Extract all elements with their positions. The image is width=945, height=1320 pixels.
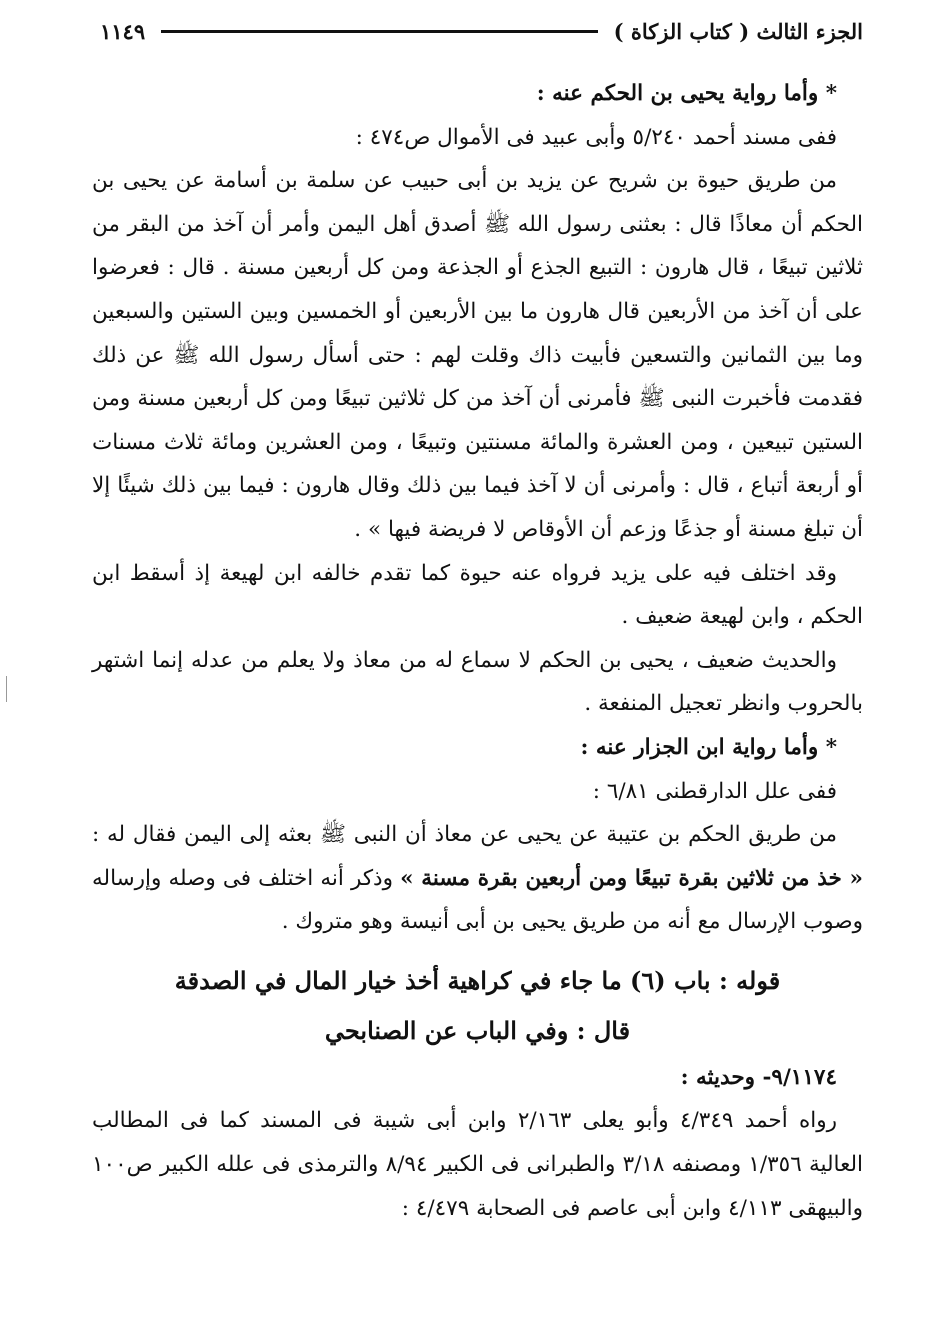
running-title: الجزء الثالث ( كتاب الزكاة ) [613,18,863,44]
chapter-subtitle: قال : وفي الباب عن الصنابحي [324,1015,631,1045]
grading-note: والحديث ضعيف ، يحيى بن الحكم لا سماع له من معاذ ولا يعلم من عدله إنما اشتهر بالحروب وانظر تعجيل المنفعة . [92,647,863,717]
page-number: ١١٤٩ [100,18,146,44]
source-line-daraqutni: ففى علل الدارقطنى ٦/٨١ : [592,778,837,804]
header-rule [161,30,597,33]
section-heading-jazzar: * وأما رواية ابن الجزار عنه : [580,734,837,760]
discrepancy-note: وقد اختلف فيه على يزيد فرواه عنه حيوة كما تقدم خالفه ابن لهيعة إذ أسقط ابن الحكم ، وابن لهيعة ضعيف . [92,560,863,630]
margin-mark [6,676,7,702]
page-header [100,14,863,48]
narration-quote: « خذ من ثلاثين بقرة تبيعًا ومن أربعين بقرة مسنة » [400,865,863,891]
narration-intro: من طريق الحكم بن عتيبة عن يحيى عن معاذ أن النبى ﷺ بعثه إلى اليمن فقال له : [92,822,837,848]
hadith-chain-text: من طريق حيوة بن شريح عن يزيد بن أبى حبيب عن سلمة بن أسامة عن يحيى بن الحكم أن معاذًا قال : بعثنى رسول الله ﷺ أصدق أهل اليمن وأمر أن آخذ من البقر من ثلاثين تبيعًا ، قال هارون : التبيع الجذع أو الجذعة ومن كل أربعين مسنة . قال : فعرضوا على أن آخذ من الأربعين قال هارون ما بين الأربعين أو الخمسين وبين الستين والسبعين وما بين الثمانين والتسعين فأبيت ذاك وقلت لهم : حتى أسأل رسول الله ﷺ عن ذلك فقدمت فأخبرت النبى ﷺ فأمرنى أن آخذ من كل ثلاثين تبيعًا ومن كل أربعين مسنة ومن الستين تبيعين ، ومن العشرة والمائة مسنتين وتبيعًا ، ومن العشرين ومائة ثلاث مسنات أو أربعة أتباع ، قال : وأمرنى أن لا آخذ فيما بين ذلك وقال هارون : فيما بين ذلك شيئًا إلا أن تبلغ مسنة أو جذعًا وزعم أن الأوقاص لا فريضة فيها » . [92,168,863,542]
chapter-title: قوله : باب (٦) ما جاء في كراهية أخذ خيار المال في الصدقة [174,965,781,995]
hadith-references: رواه أحمد ٤/٣٤٩ وأبو يعلى ٢/١٦٣ وابن أبى شيبة فى المسند كما فى المطالب العالية ١/٣٥٦ ومصنفه ٣/١٨ والطبرانى فى الكبير ٨/٩٤ والترمذى فى علله الكبير ص١٠٠ والبيهقى ٤/١١٣ وابن أبى عاصم فى الصحابة ٤/٤٧٩ : [92,1108,863,1221]
narration-remark: وذكر أنه اختلف فى وصله وإرساله وصوب الإرسال مع أنه من طريق يحيى بن أبى أنيسة وهو متروك . [92,865,863,935]
source-line-ahmad: ففى مسند أحمد ٥/٢٤٠ وأبى عبيد فى الأموال ص٤٧٤ : [355,124,837,150]
section-heading-yahya: * وأما رواية يحيى بن الحكم عنه : [536,81,837,106]
jazzar-narration-text [92,813,863,944]
hadith-number: ٩/١١٧٤- وحديثه : [680,1064,837,1090]
page-body [92,72,863,1230]
spacer [92,944,863,956]
